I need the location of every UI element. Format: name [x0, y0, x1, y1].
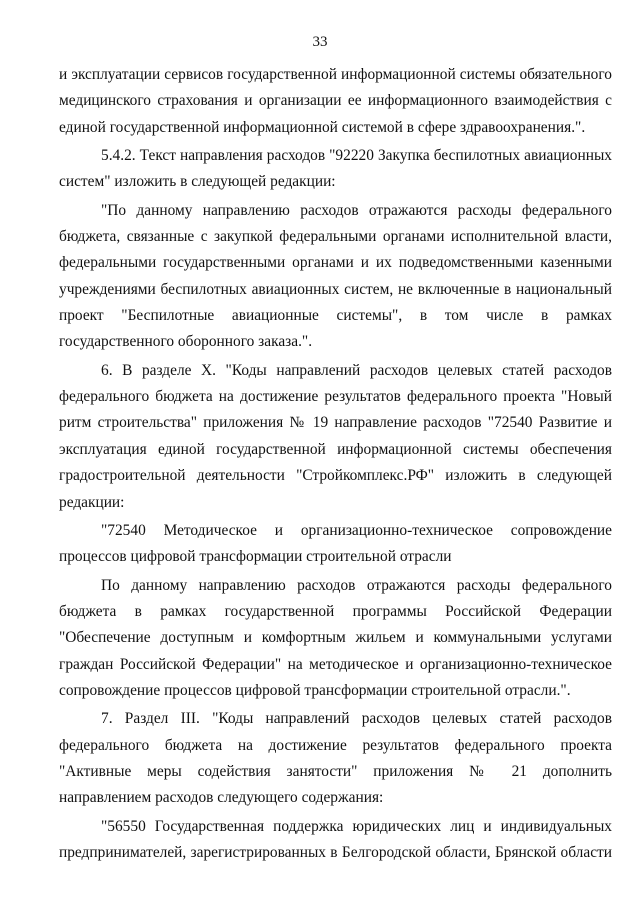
document-body	[59, 62, 612, 868]
paragraph-5-4-2: 5.4.2. Текст направления расходов "92220 Закупка беспилотных авиационных систем" изложить в следующей редакции:	[59, 147, 612, 191]
paragraph-56550-title: "56550 Государственная поддержка юридических лиц и индивидуальных предпринимателей, зарегистрированных в Белгородской области, Брянской области	[59, 817, 612, 861]
paragraph-continuation: и эксплуатации сервисов государственной информационной системы обязательного медицинского страхования и организации ее информационного взаимодействия с единой государственной информационной системой в сфере здравоохранения.".	[59, 66, 612, 136]
paragraph-7: 7. Раздел III. "Коды направлений расходов целевых статей расходов федерального бюджета на достижение результатов федерального проекта "Активные меры содействия занятости" приложения № 21 дополнить направлением расходов следующего содержания:	[59, 710, 612, 807]
paragraph-72540-title: "72540 Методическое и организационно-техническое сопровождение процессов цифровой трансформации строительной отрасли	[59, 521, 612, 566]
paragraph-72540-text: По данному направлению расходов отражаются расходы федерального бюджета в рамках государственной программы Российской Федерации "Обеспечение доступным и комфортным жильем и коммунальными услугами граждан Российской Федерации" на методическое и организационно-техническое сопровождение процессов цифровой трансформации строительной отрасли.".	[59, 576, 612, 699]
paragraph-6: 6. В разделе X. "Коды направлений расходов целевых статей расходов федерального бюджета на достижение результатов федерального проекта "Новый ритм строительства" приложения № 19 направление расходов "72540 Развитие и эксплуатация единой государственной информационной системы обеспечения градостроительной деятельности "Стройкомплекс.РФ" изложить в следующей редакции:	[59, 361, 612, 511]
paragraph-92220-text: "По данному направлению расходов отражаются расходы федерального бюджета, связанные с закупкой федеральными органами исполнительной власти, федеральными государственными органами и их подведомственными казенными учреждениями беспилотных авиационных систем, не включенные в национальный проект "Беспилотные авиационные системы", в том числе в рамках государственного оборонного заказа.".	[59, 201, 612, 351]
page-number: 33	[312, 34, 328, 50]
